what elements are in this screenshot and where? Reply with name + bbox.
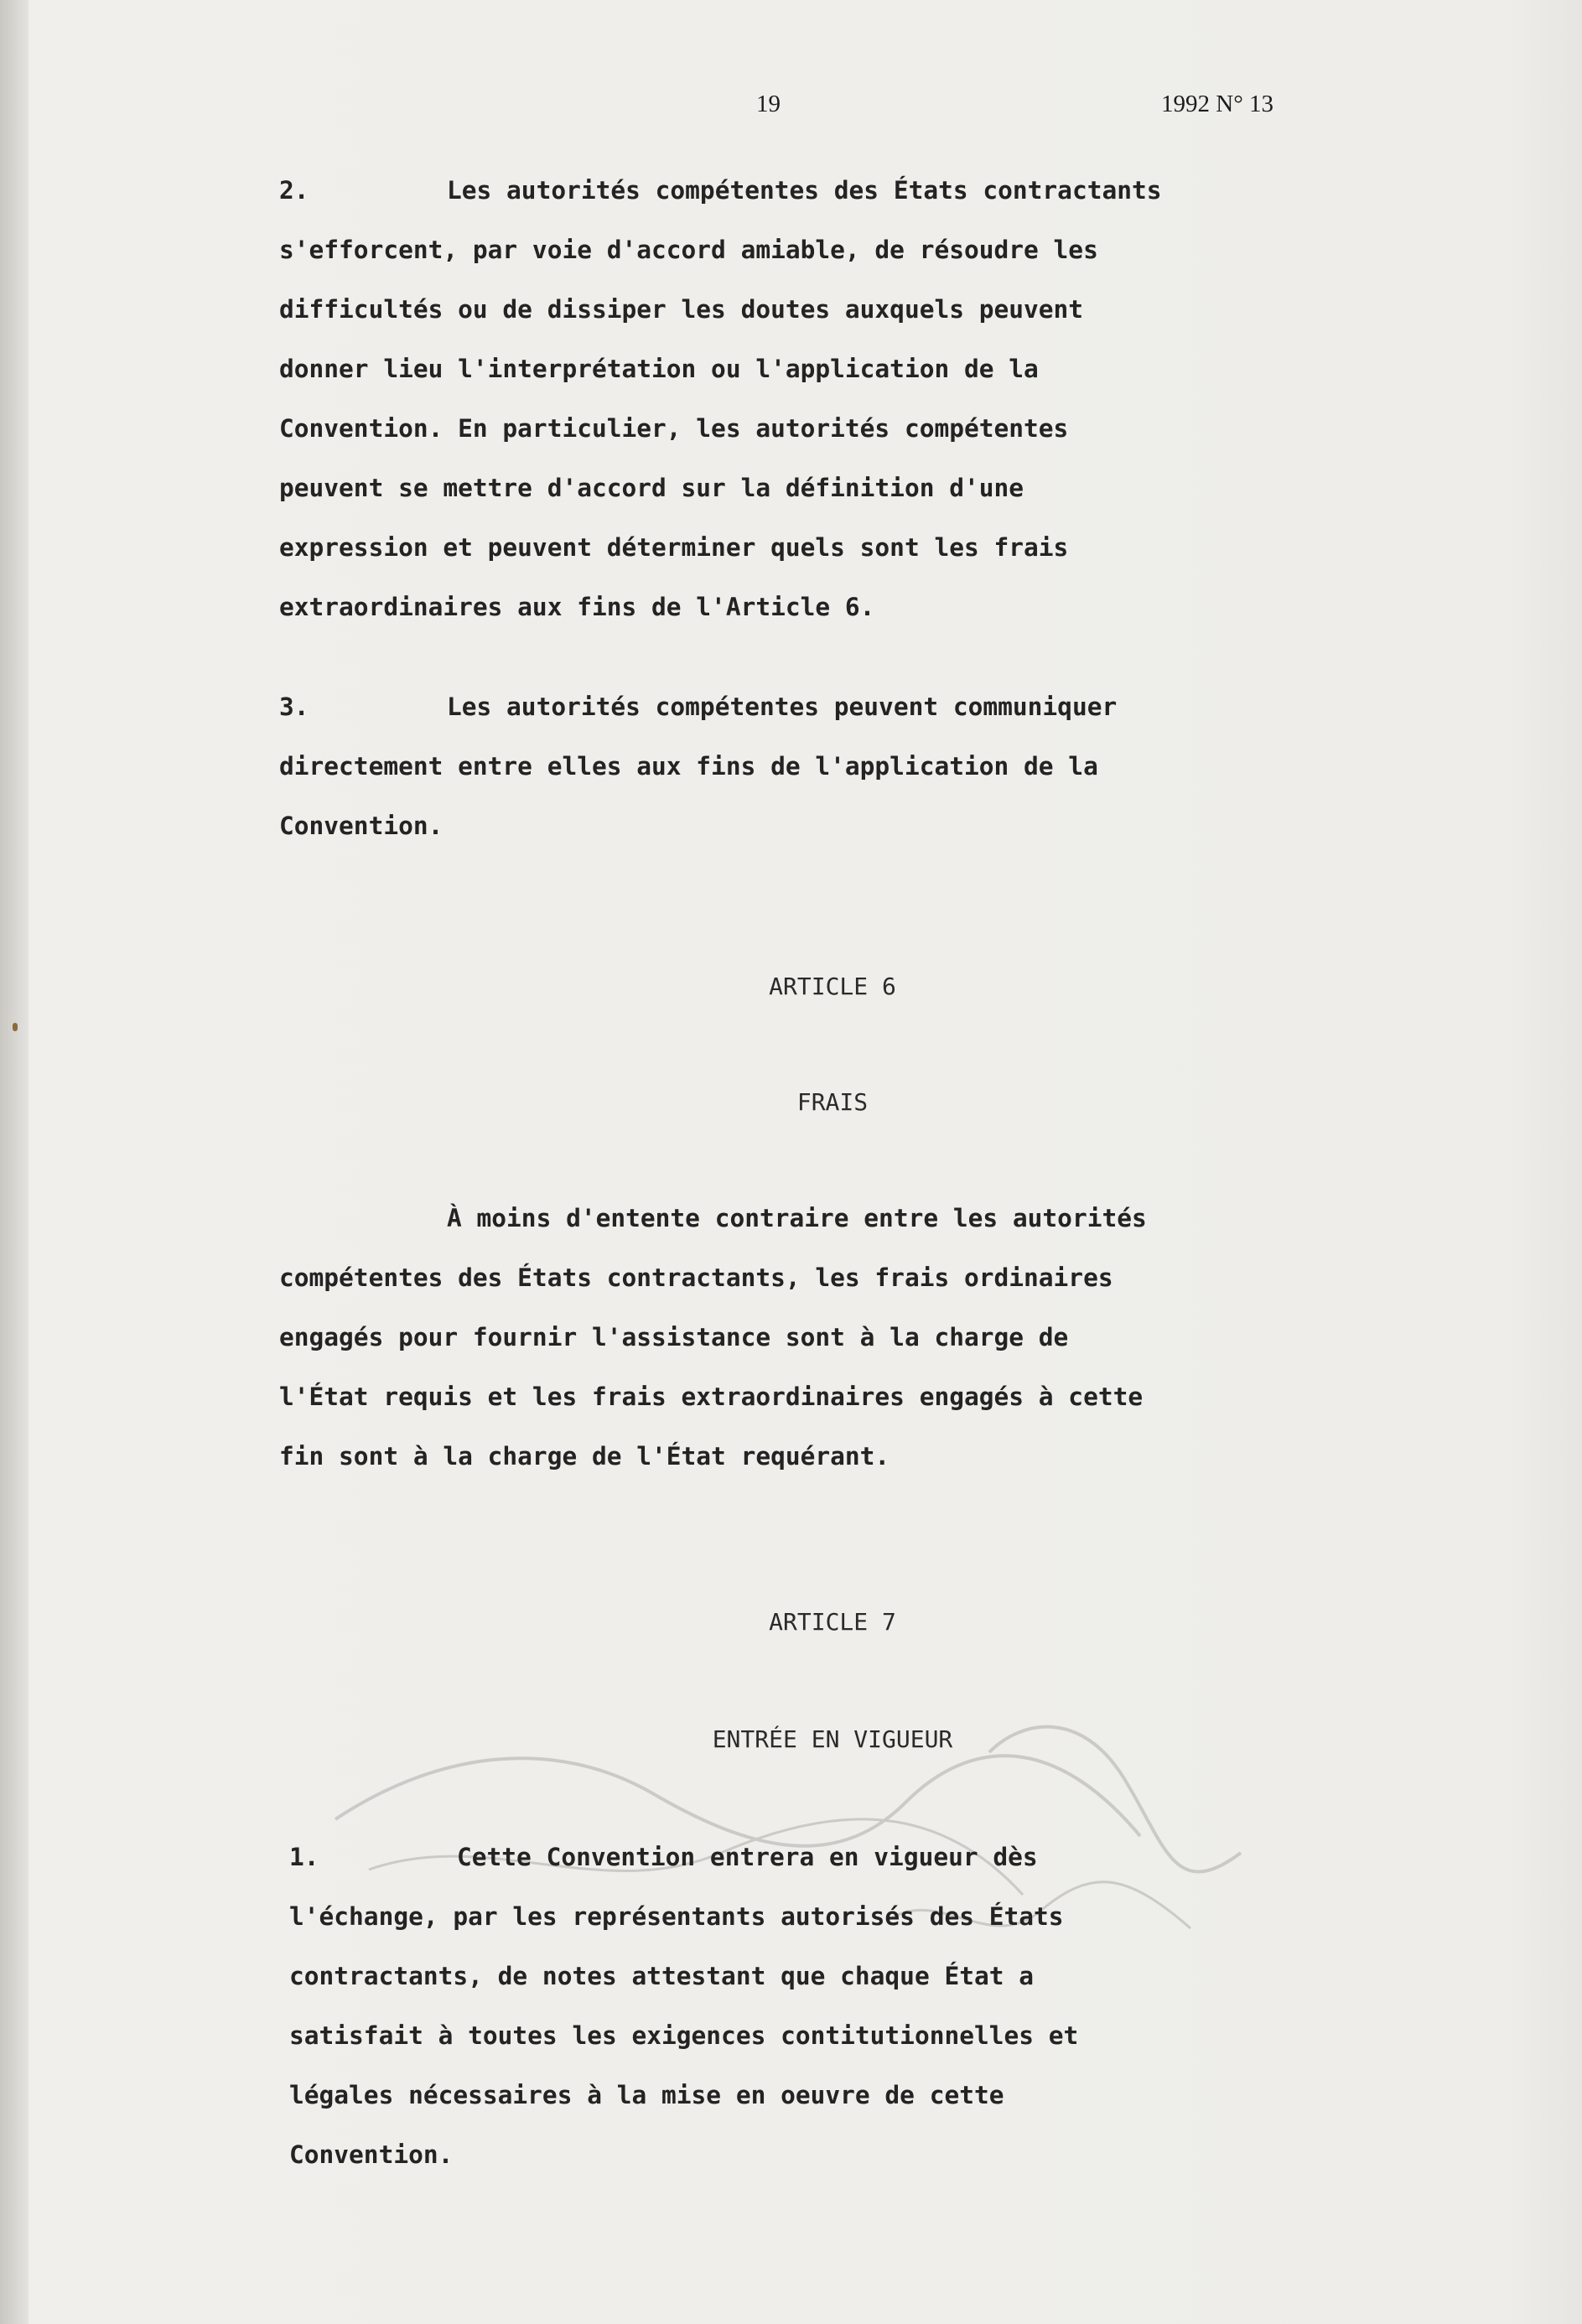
paragraph-number: 1. (289, 1843, 319, 1871)
paragraph-line: Convention. En particulier, les autorités compétentes (279, 414, 1069, 443)
paragraph-line: fin sont à la charge de l'État requérant. (279, 1442, 890, 1471)
article-6-heading (279, 973, 1285, 1000)
paragraph-line: compétentes des États contractants, les frais ordinaires (279, 1263, 1113, 1292)
paragraph-line (279, 161, 1285, 220)
paragraph-line: contractants, de notes attestant que chaque État a (289, 1962, 1035, 1990)
document-reference: 1992 N° 13 (1161, 91, 1274, 117)
paragraph-line: peuvent se mettre d'accord sur la définition d'une (279, 474, 1024, 502)
paragraph-line (279, 1189, 1285, 1248)
article-heading: ARTICLE 7 (769, 1608, 896, 1636)
article-6-body (279, 1189, 1285, 1486)
page-number: 19 (756, 91, 781, 117)
paragraph-text: Les autorités compétentes des États contractants (447, 176, 1162, 205)
paragraph-line (279, 677, 1285, 737)
paragraph-2 (279, 161, 1285, 637)
paragraph-line: s'efforcent, par voie d'accord amiable, de résoudre les (279, 236, 1098, 264)
article-subheading: ENTRÉE EN VIGUEUR (712, 1725, 953, 1753)
article-7-heading (279, 1608, 1285, 1636)
paragraph-number: 3. (279, 693, 309, 721)
article-7-subheading (279, 1725, 1285, 1753)
paragraph-line: expression et peuvent déterminer quels sont les frais (279, 533, 1069, 562)
paper-mark (13, 1023, 18, 1031)
paragraph-number: 2. (279, 176, 309, 205)
paragraph-text: Les autorités compétentes peuvent communiquer (447, 693, 1118, 721)
paragraph-line: satisfait à toutes les exigences contitutionnelles et (289, 2021, 1079, 2050)
paragraph-text: À moins d'entente contraire entre les autorités (447, 1204, 1147, 1232)
article-6-subheading (279, 1088, 1285, 1116)
binding-edge (0, 0, 29, 2324)
article-7-body (289, 1828, 1295, 2185)
paragraph-line: directement entre elles aux fins de l'application de la (279, 752, 1098, 781)
article-heading: ARTICLE 6 (769, 973, 896, 1000)
paragraph-line: légales nécessaires à la mise en oeuvre de cette (289, 2081, 1004, 2109)
paragraph-line: engagés pour fournir l'assistance sont à la charge de (279, 1323, 1069, 1351)
paragraph-line: difficultés ou de dissiper les doutes auxquels peuvent (279, 295, 1084, 324)
paragraph-line: extraordinaires aux fins de l'Article 6. (279, 593, 875, 621)
paragraph-text: Cette Convention entrera en vigueur dès (457, 1843, 1038, 1871)
paragraph-line: donner lieu l'interprétation ou l'application de la (279, 355, 1039, 383)
paragraph-line: l'échange, par les représentants autorisés des États (289, 1902, 1064, 1931)
paragraph-3 (279, 677, 1285, 856)
article-subheading: FRAIS (796, 1088, 869, 1116)
paragraph-line (289, 1828, 1295, 1887)
paragraph-line: Convention. (289, 2140, 454, 2169)
paragraph-line: Convention. (279, 812, 443, 840)
paragraph-line: l'État requis et les frais extraordinaires engagés à cette (279, 1382, 1144, 1411)
